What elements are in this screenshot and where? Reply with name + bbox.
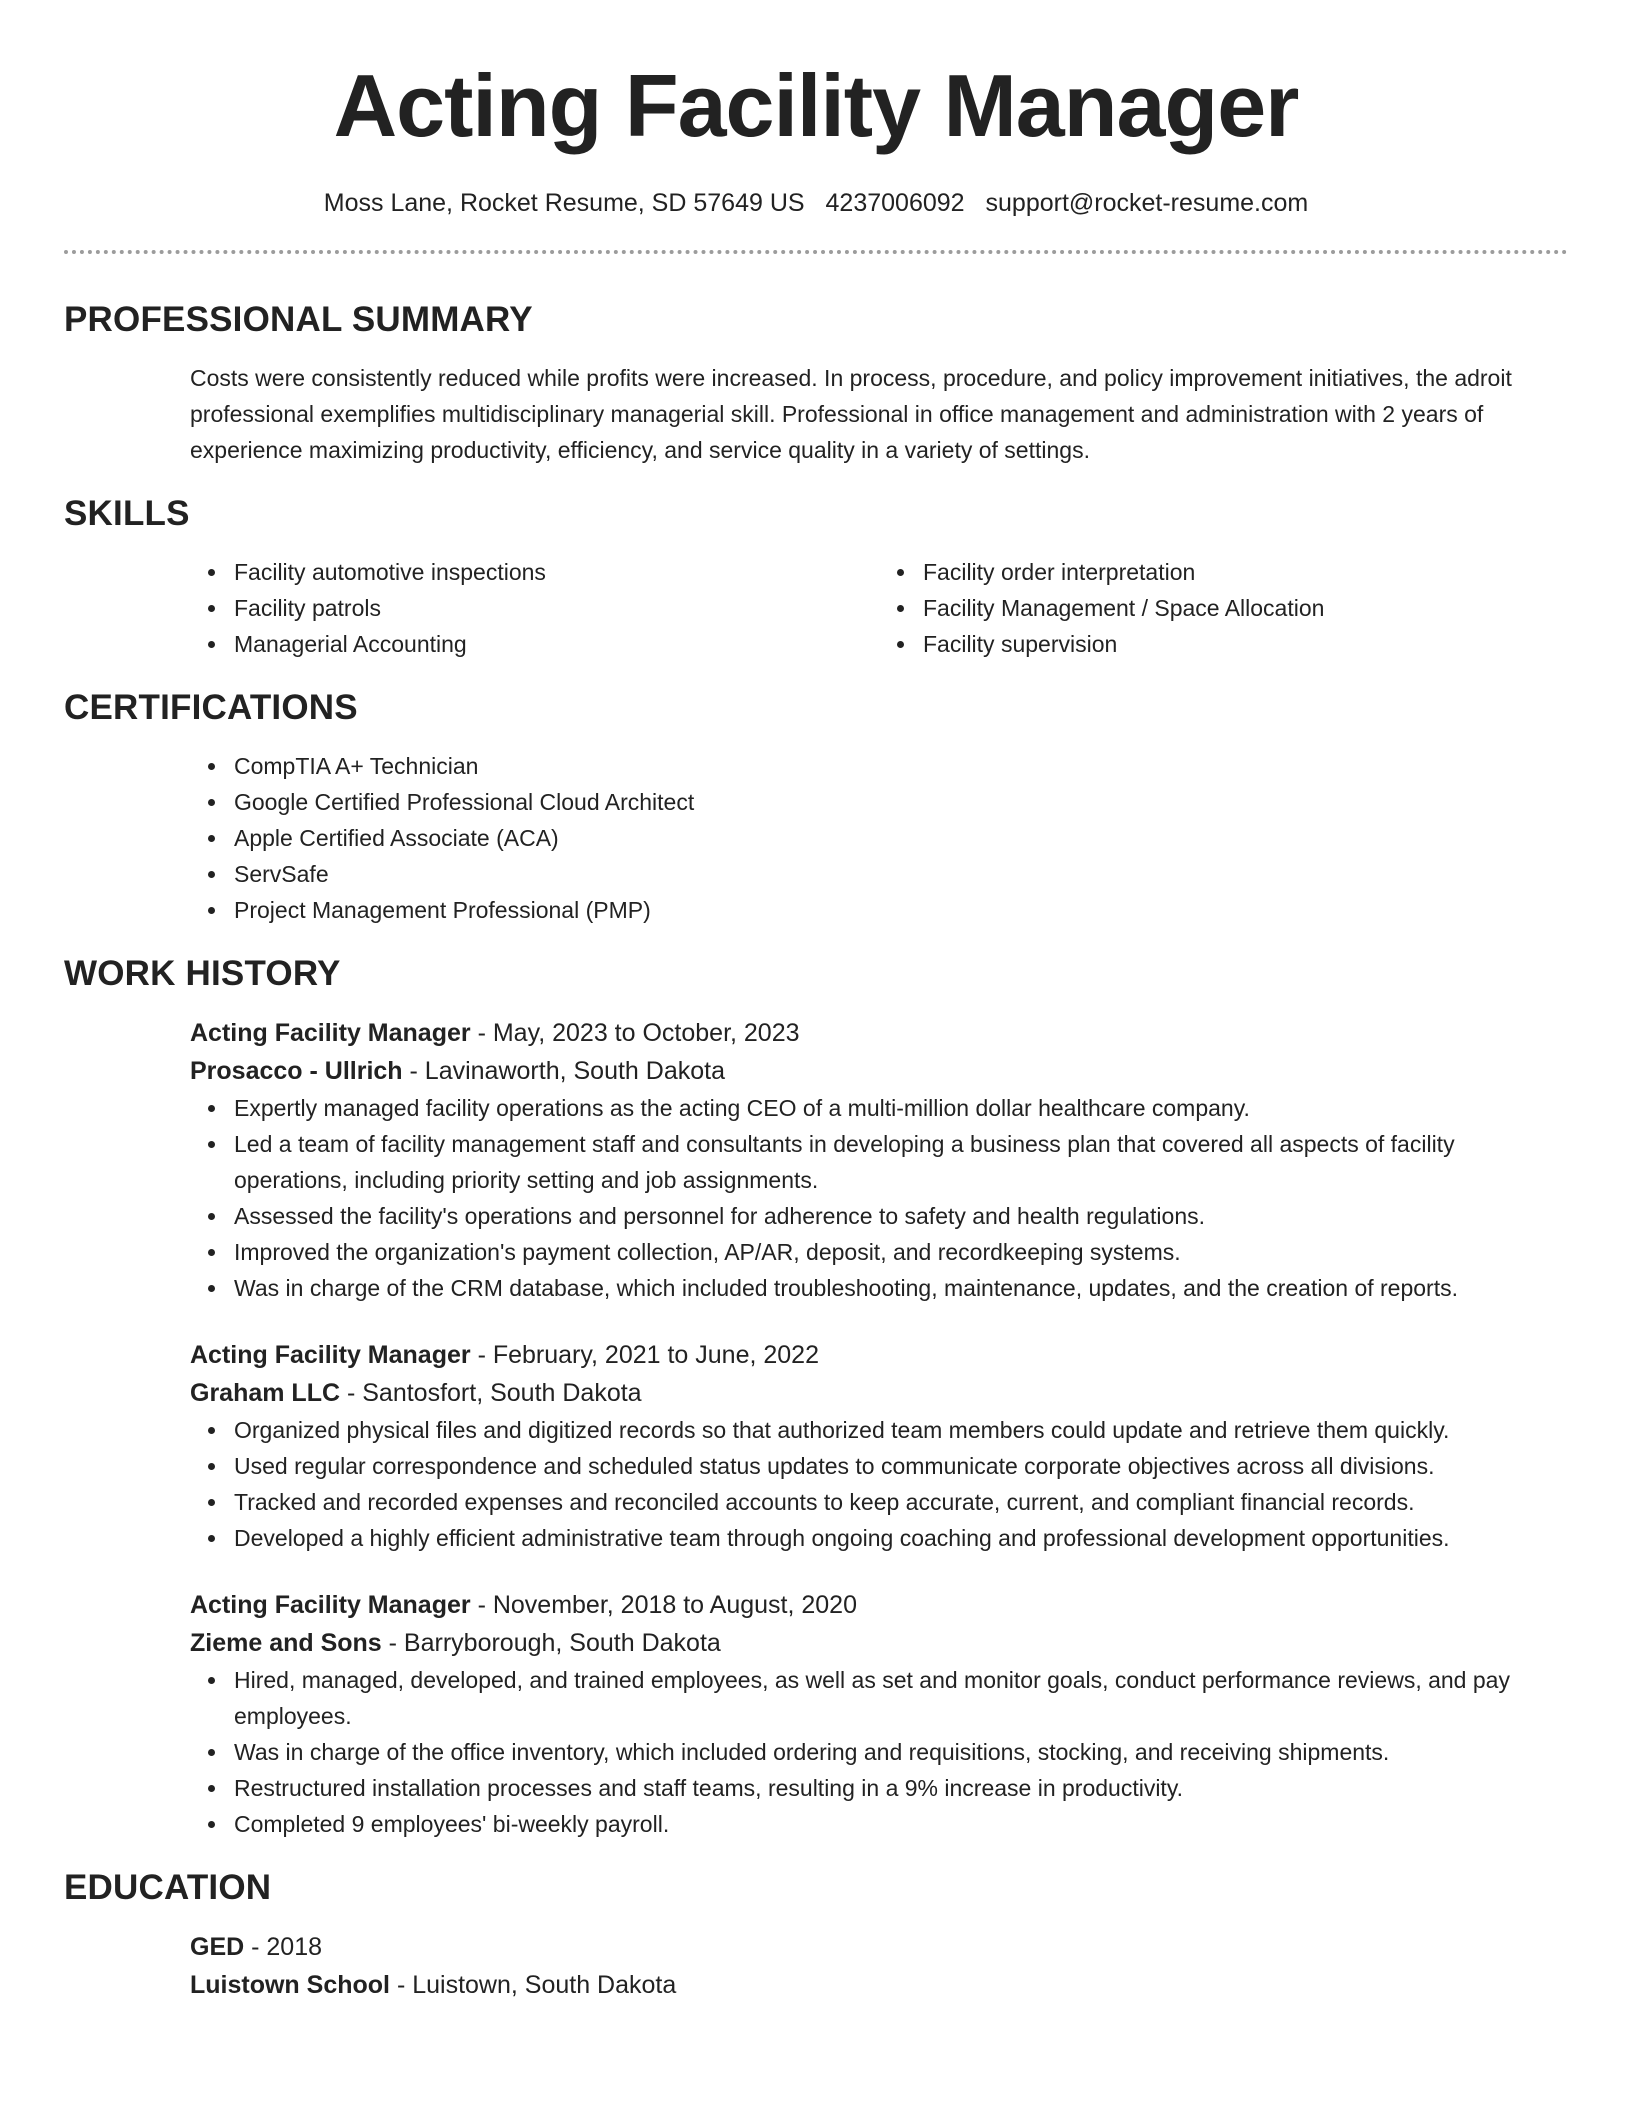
certifications-title: CERTIFICATIONS bbox=[64, 688, 358, 727]
job-bullet: Restructured installation processes and staff teams, resulting in a 9% increase in productivity. bbox=[234, 1770, 1568, 1806]
skill-item: Facility order interpretation bbox=[923, 554, 1568, 590]
certification-item: Google Certified Professional Cloud Architect bbox=[234, 784, 1568, 820]
work-history-section bbox=[64, 952, 1568, 1842]
job-bullets bbox=[190, 1662, 1568, 1842]
summary-title: PROFESSIONAL SUMMARY bbox=[64, 300, 533, 339]
job-entry bbox=[190, 1586, 1568, 1842]
resume-header bbox=[0, 0, 1632, 220]
job-company: Graham LLC bbox=[190, 1379, 341, 1407]
job-bullets bbox=[190, 1412, 1568, 1556]
job-bullet: Developed a highly efficient administrative team through ongoing coaching and professional development opportunities. bbox=[234, 1520, 1568, 1556]
job-entry bbox=[190, 1336, 1568, 1556]
skill-item: Facility patrols bbox=[234, 590, 879, 626]
job-company-line bbox=[190, 1052, 1568, 1090]
certification-item: CompTIA A+ Technician bbox=[234, 748, 1568, 784]
job-entry bbox=[190, 1014, 1568, 1306]
education-section bbox=[64, 1866, 1568, 2004]
job-company: Prosacco - Ullrich bbox=[190, 1057, 403, 1085]
job-bullet: Tracked and recorded expenses and reconciled accounts to keep accurate, current, and compliant financial records. bbox=[234, 1484, 1568, 1520]
certification-item: ServSafe bbox=[234, 856, 1568, 892]
education-location: - Luistown, South Dakota bbox=[390, 1971, 677, 1999]
job-bullet: Expertly managed facility operations as the acting CEO of a multi-million dollar healthcare company. bbox=[234, 1090, 1568, 1126]
job-title-line bbox=[190, 1014, 1568, 1052]
job-company-line bbox=[190, 1624, 1568, 1662]
contact-email: support@rocket-resume.com bbox=[985, 189, 1309, 217]
job-bullet: Completed 9 employees' bi-weekly payroll. bbox=[234, 1806, 1568, 1842]
job-bullet: Assessed the facility's operations and personnel for adherence to safety and health regulations. bbox=[234, 1198, 1568, 1234]
job-bullet: Used regular correspondence and scheduled status updates to communicate corporate objectives across all divisions. bbox=[234, 1448, 1568, 1484]
job-role: Acting Facility Manager bbox=[190, 1341, 471, 1369]
skill-item: Facility automotive inspections bbox=[234, 554, 879, 590]
education-degree-line bbox=[190, 1928, 1568, 1966]
job-bullet: Improved the organization's payment collection, AP/AR, deposit, and recordkeeping systems. bbox=[234, 1234, 1568, 1270]
job-role: Acting Facility Manager bbox=[190, 1591, 471, 1619]
certification-item: Project Management Professional (PMP) bbox=[234, 892, 1568, 928]
education-school: Luistown School bbox=[190, 1971, 390, 1999]
skills-section bbox=[64, 492, 1568, 662]
education-degree: GED bbox=[190, 1933, 245, 1961]
certifications-list bbox=[190, 748, 1568, 928]
skills-title: SKILLS bbox=[64, 494, 190, 533]
job-location: - Barryborough, South Dakota bbox=[381, 1629, 721, 1657]
job-bullet: Was in charge of the office inventory, which included ordering and requisitions, stocking, and receiving shipments. bbox=[234, 1734, 1568, 1770]
summary-section bbox=[64, 298, 1568, 468]
job-title-line bbox=[190, 1336, 1568, 1374]
education-year: - 2018 bbox=[244, 1933, 323, 1961]
contact-phone: 4237006092 bbox=[825, 189, 965, 217]
header-divider bbox=[64, 250, 1568, 254]
job-bullet: Was in charge of the CRM database, which included troubleshooting, maintenance, updates, and the creation of reports. bbox=[234, 1270, 1568, 1306]
skills-list-left bbox=[190, 554, 879, 662]
education-school-line bbox=[190, 1966, 1568, 2004]
job-role: Acting Facility Manager bbox=[190, 1019, 471, 1047]
job-location: - Lavinaworth, South Dakota bbox=[402, 1057, 725, 1085]
job-bullets bbox=[190, 1090, 1568, 1306]
education-title: EDUCATION bbox=[64, 1868, 272, 1907]
job-bullet: Led a team of facility management staff and consultants in developing a business plan that covered all aspects of facility operations, including priority setting and job assignments. bbox=[234, 1126, 1568, 1198]
job-bullet: Hired, managed, developed, and trained employees, as well as set and monitor goals, conduct performance reviews, and pay employees. bbox=[234, 1662, 1568, 1734]
job-dates: - November, 2018 to August, 2020 bbox=[470, 1591, 857, 1619]
job-dates: - May, 2023 to October, 2023 bbox=[470, 1019, 800, 1047]
contact-line bbox=[0, 186, 1632, 220]
skill-item: Managerial Accounting bbox=[234, 626, 879, 662]
job-bullet: Organized physical files and digitized records so that authorized team members could update and retrieve them quickly. bbox=[234, 1412, 1568, 1448]
skill-item: Facility Management / Space Allocation bbox=[923, 590, 1568, 626]
job-title-line bbox=[190, 1586, 1568, 1624]
skills-grid bbox=[190, 554, 1568, 662]
candidate-name: Acting Facility Manager bbox=[333, 56, 1299, 155]
work-history-title: WORK HISTORY bbox=[64, 954, 341, 993]
certification-item: Apple Certified Associate (ACA) bbox=[234, 820, 1568, 856]
job-company-line bbox=[190, 1374, 1568, 1412]
skills-list-right bbox=[879, 554, 1568, 662]
summary-text: Costs were consistently reduced while profits were increased. In process, procedure, and policy improvement initiatives, the adroit professional exemplifies multidisciplinary managerial skill. Professional in office management and administration with 2 years of experience maximizing productivity, efficiency, and service quality in a variety of settings. bbox=[190, 365, 1512, 463]
skill-item: Facility supervision bbox=[923, 626, 1568, 662]
job-location: - Santosfort, South Dakota bbox=[340, 1379, 642, 1407]
certifications-section bbox=[64, 686, 1568, 928]
job-company: Zieme and Sons bbox=[190, 1629, 382, 1657]
job-dates: - February, 2021 to June, 2022 bbox=[470, 1341, 819, 1369]
contact-address: Moss Lane, Rocket Resume, SD 57649 US bbox=[323, 189, 805, 217]
